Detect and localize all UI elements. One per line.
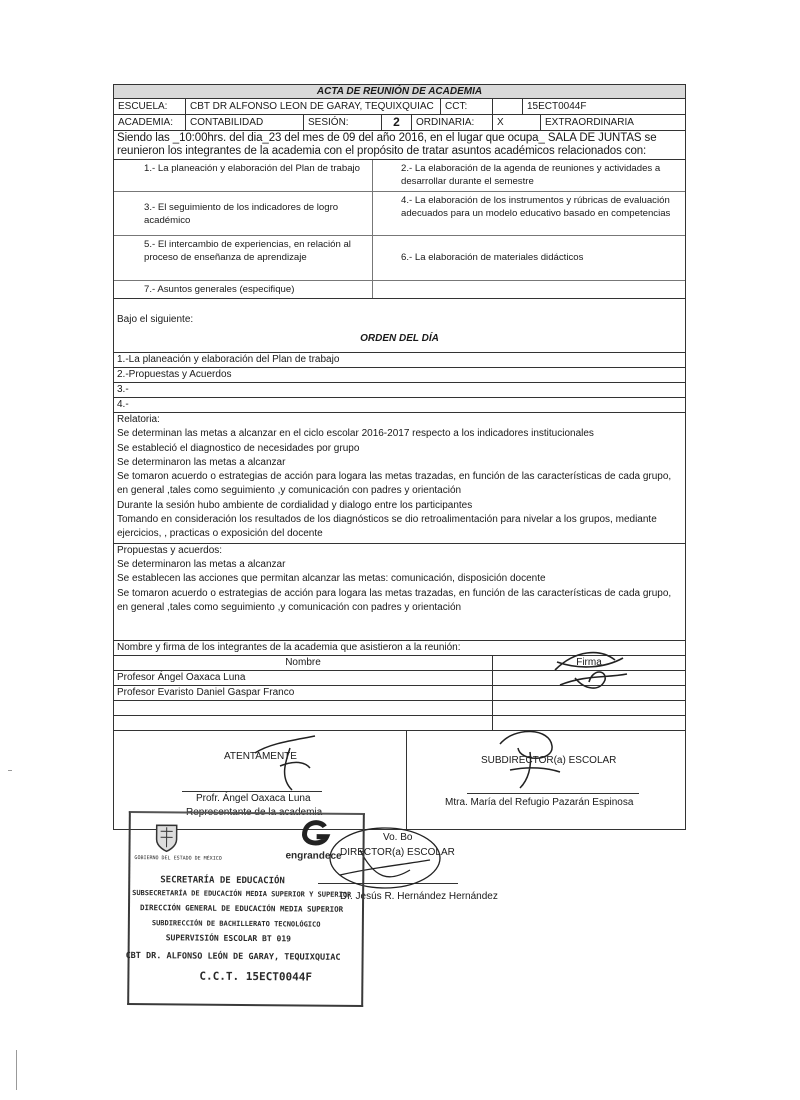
sesion-label: SESIÓN:: [304, 115, 382, 130]
orden-title: ORDEN DEL DÍA: [360, 333, 439, 345]
orden-section: [114, 299, 685, 353]
asistente-name: Profesor Ángel Oaxaca Luna: [114, 671, 493, 685]
orden-item: 4.-: [114, 398, 685, 413]
right-signer-name: Mtra. María del Refugio Pazarán Espinosa: [445, 796, 634, 808]
topic-item: 4.- La elaboración de los instrumentos y rúbricas de evaluación adecuados para un modelo educativo basado en competencias: [372, 192, 685, 236]
topic-item: 3.- El seguimiento de los indicadores de logro académico: [114, 192, 372, 236]
asistentes-label: Nombre y firma de los integrantes de la academia que asistieron a la reunión:: [114, 641, 685, 656]
propuesta-item: Se tomaron acuerdo o estrategias de acción para logara las metas trazadas, en función de las características de cada grupo, en general ,tales como seguimiento ,y comunicación con padres y orientación: [117, 587, 672, 613]
signature-scribble: [490, 722, 570, 792]
intro-paragraph: Siendo las _10:00hrs. del dia_23 del mes de 09 del año 2016, en el lugar que ocupa_ SALA DE JUNTAS se reunieron los integrantes de la academia con el propósito de tratar asuntos académicos relacionados con:: [114, 131, 685, 160]
signature-scribble: [545, 640, 635, 700]
topic-item: 6.- La elaboración de materiales didácticos: [372, 236, 685, 281]
left-signer-role: Representante de la academia: [186, 806, 323, 818]
cct-value: 15ECT0044F: [527, 101, 587, 112]
escuela-value: CBT DR ALFONSO LEON DE GARAY, TEQUIXQUIAC: [186, 99, 441, 114]
relatoria-label: Relatoria:: [117, 414, 160, 425]
asistente-name: Profesor Evaristo Daniel Gaspar Franco: [114, 686, 493, 700]
topic-item: 1.- La planeación y elaboración del Plan de trabajo: [114, 160, 372, 192]
sesion-value: 2: [382, 115, 412, 130]
relatoria-item: Se determinan las metas a alcanzar en el ciclo escolar 2016-2017 respecto a los indicadores institucionales: [117, 428, 594, 440]
signature-scribble: [250, 728, 330, 798]
orden-item: 2.-Propuestas y Acuerdos: [114, 368, 685, 383]
coat-of-arms-icon: [148, 819, 184, 855]
relatoria-item: Durante la sesión hubo ambiente de cordialidad y dialogo entre los participantes: [117, 499, 473, 511]
bajo-text: Bajo el siguiente:: [117, 314, 194, 325]
cct-label: CCT:: [441, 99, 493, 114]
relatoria-item: Se determinaron las metas a alcanzar: [117, 456, 286, 468]
col-nombre: Nombre: [114, 656, 493, 670]
propuesta-item: Se establecen las acciones que permitan alcanzar las metas: comunicación, disposición docente: [117, 573, 546, 585]
ordinaria-value: X: [493, 115, 541, 130]
stamp-line: DIRECCIÓN GENERAL DE EDUCACIÓN MEDIA SUPERIOR: [139, 903, 344, 914]
stamp-line: SUBSECRETARÍA DE EDUCACIÓN MEDIA SUPERIOR Y SUPERIOR: [132, 889, 352, 899]
relatoria-section: [114, 413, 685, 544]
header-row-academia: [114, 115, 685, 131]
header-row-escuela: [114, 99, 685, 115]
escuela-label: ESCUELA:: [114, 99, 186, 114]
vobo-label: Vo. Bo: [383, 832, 413, 843]
acta-document: [113, 84, 686, 830]
subdirector-heading: SUBDIRECTOR(a) ESCOLAR: [481, 754, 617, 766]
propuesta-item: Se determinaron las metas a alcanzar: [117, 558, 286, 570]
academia-value: CONTABILIDAD: [186, 115, 304, 130]
orden-item: 1.-La planeación y elaboración del Plan de trabajo: [114, 353, 685, 368]
asistente-row: [114, 701, 685, 716]
gov-text: GOBIERNO DEL ESTADO DE MÉXICO: [134, 855, 222, 862]
stamp-line: C.C.T. 15ECT0044F: [199, 969, 313, 984]
asistente-row: [114, 716, 685, 730]
relatoria-item: Tomando en consideración los resultados de los diagnósticos se dio retroalimentación para nivelar a los grupos, mediante ejercicios, , practicas o exposición del docente: [117, 514, 657, 540]
stamp-line: CBT DR. ALFONSO LEÓN DE GARAY, TEQUIXQUIAC: [125, 950, 341, 963]
blank-cell: [372, 281, 685, 298]
document-title: ACTA DE REUNIÓN DE ACADEMIA: [114, 85, 685, 99]
stamp-line: SECRETARÍA DE EDUCACIÓN: [160, 875, 285, 887]
extraordinaria-label: EXTRAORDINARIA: [545, 117, 634, 128]
relatoria-item: Se tomaron acuerdo o estrategias de acción para logara las metas trazadas, en función de las características de cada grupo, en general ,tales como seguimiento ,y comunicación con padres y orientación: [117, 471, 672, 497]
academia-label: ACADEMIA:: [114, 115, 186, 130]
left-signer-name: Profr. Ángel Oaxaca Luna: [196, 792, 311, 804]
scan-mark: [8, 770, 12, 771]
brand-text: engrandece: [285, 850, 342, 862]
topic-item: 5.- El intercambio de experiencias, en relación al proceso de enseñanza de aprendizaje: [114, 236, 372, 281]
scan-mark: [16, 1050, 17, 1090]
ordinaria-label: ORDINARIA:: [412, 115, 493, 130]
official-stamp: [127, 811, 365, 1007]
director-heading: DIRECTOR(a) ESCOLAR: [340, 847, 455, 858]
propuestas-section: [114, 544, 685, 641]
stamp-line: SUBDIRECCIÓN DE BACHILLERATO TECNOLÓGICO: [151, 919, 321, 929]
col-firma: Firma: [576, 656, 602, 668]
engrandece-logo-icon: [299, 818, 333, 848]
relatoria-item: Se estableció el diagnostico de necesidades por grupo: [117, 442, 360, 454]
blank-cell: [493, 99, 523, 114]
topic-item: 2.- La elaboración de la agenda de reuniones y actividades a desarrollar durante el semestre: [372, 160, 685, 192]
atentamente-heading: ATENTAMENTE: [224, 750, 297, 762]
topics-grid: [114, 160, 685, 299]
orden-item: 3.-: [114, 383, 685, 398]
stamp-line: SUPERVISIÓN ESCOLAR BT 019: [165, 933, 292, 944]
director-name: Dr. Jesús R. Hernández Hernández: [340, 891, 498, 902]
propuestas-label: Propuestas y acuerdos:: [117, 544, 223, 556]
topic-item: 7.- Asuntos generales (especifique): [144, 284, 295, 295]
asistente-name: [114, 701, 493, 715]
